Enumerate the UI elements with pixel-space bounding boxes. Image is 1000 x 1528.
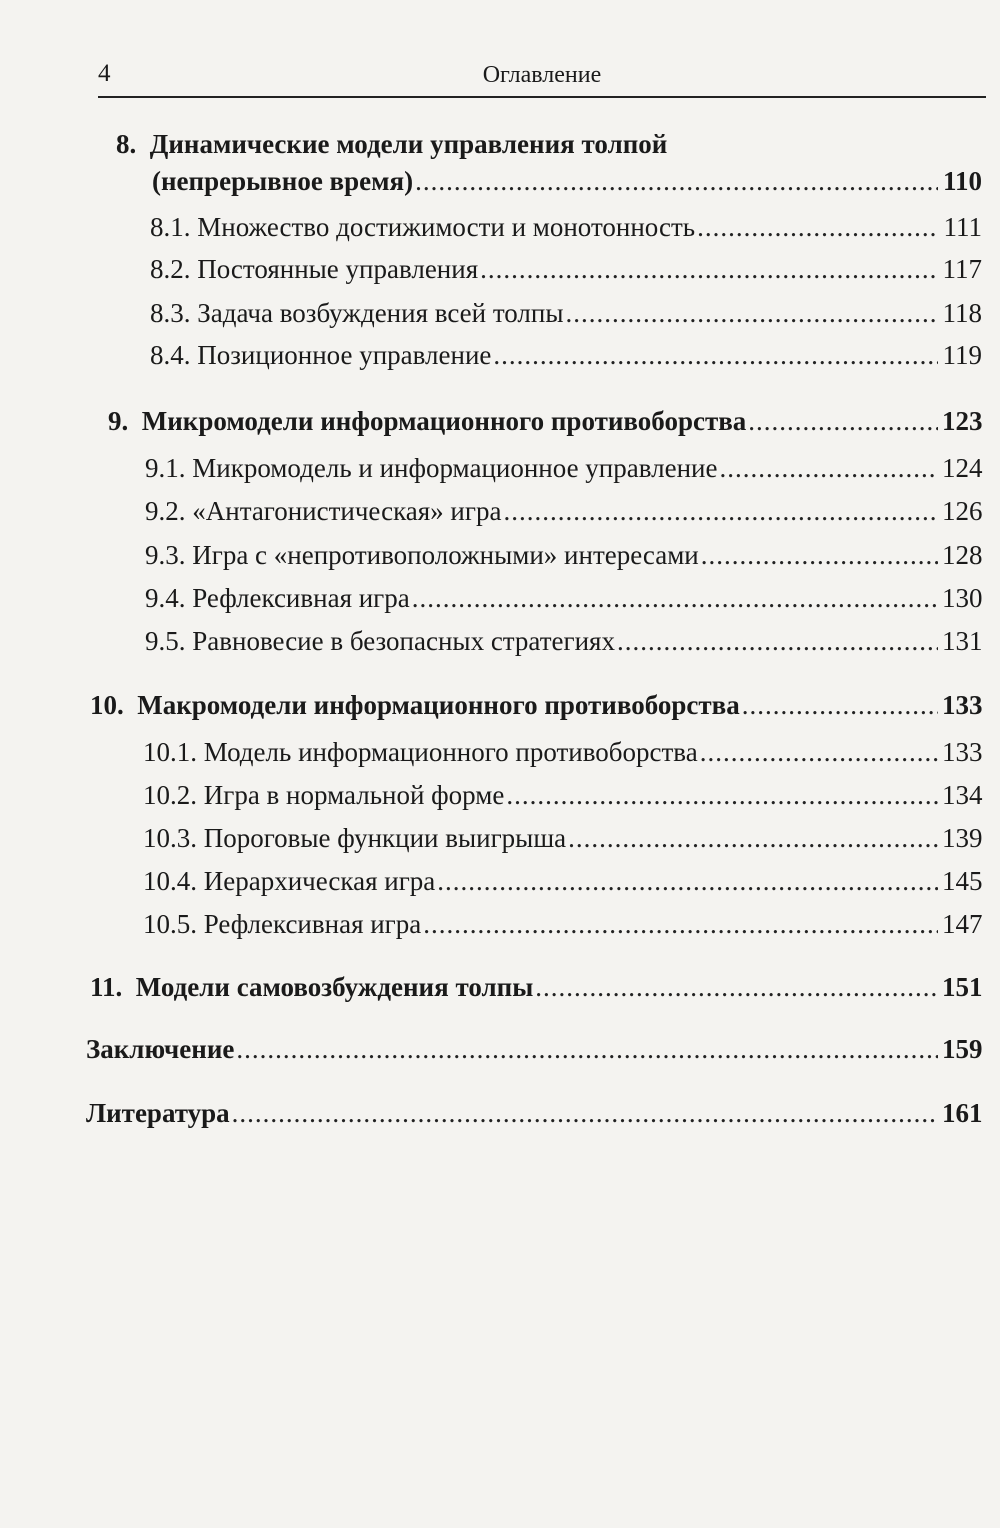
toc-entry-page: 126: [942, 496, 983, 526]
toc-entry-title: «Антагонистическая» игра: [192, 496, 502, 526]
leader-dots: [748, 404, 938, 438]
toc-entry-title: Рефлексивная игра: [203, 909, 422, 939]
toc-entry-title: Задача возбуждения всей толпы: [197, 298, 564, 328]
toc-entry-page: 110: [942, 166, 982, 196]
leader-dots: [506, 778, 938, 812]
toc-entry-page: 145: [942, 866, 983, 896]
toc-entry-page: 134: [942, 780, 983, 810]
toc-entry-title: Равновесие в безопасных стратегиях: [192, 626, 615, 656]
toc-entry-page: 117: [942, 254, 982, 284]
toc-entry-number: 8.3.: [150, 298, 191, 328]
toc-entry-number: 9.2.: [145, 496, 186, 526]
toc-entry-8-2[interactable]: [150, 252, 982, 286]
toc-entry-page: 139: [942, 823, 983, 853]
toc-entry-number: 8.4.: [150, 340, 191, 370]
leader-dots: [503, 494, 938, 528]
toc-entry-title: Позиционное управление: [197, 340, 492, 370]
toc-entry-8-1[interactable]: [150, 210, 982, 244]
toc-entry-title: Модель информационного противоборства: [203, 737, 698, 767]
toc-entry-title: (непрерывное время): [152, 166, 414, 196]
toc-entry-title: Рефлексивная игра: [192, 583, 410, 613]
toc-entry-page: 161: [942, 1098, 983, 1128]
toc-entry-title: Иерархическая игра: [203, 866, 436, 896]
leader-dots: [437, 864, 938, 898]
leader-dots: [493, 338, 938, 372]
toc-entry-page: 124: [942, 453, 983, 483]
leader-dots: [412, 581, 938, 615]
toc-entry-title: Макромодели информационного противоборства: [137, 690, 740, 720]
toc-entry-10-5[interactable]: [143, 907, 982, 941]
leader-dots: [742, 688, 938, 722]
toc-entry-page: 131: [942, 626, 983, 656]
toc-entry-chapter-9[interactable]: [108, 404, 982, 438]
toc-entry-title: Заключение: [86, 1034, 235, 1064]
toc-entry-page: 118: [942, 298, 982, 328]
toc-entry-page: 130: [942, 583, 983, 613]
leader-dots: [701, 538, 938, 572]
toc-entry-number: 9.5.: [145, 626, 186, 656]
leader-dots: [232, 1096, 938, 1130]
page-number: 4: [98, 60, 111, 87]
leader-dots: [565, 296, 938, 330]
toc-entry-number: 10.5.: [143, 909, 197, 939]
toc-entry-chapter-11[interactable]: [90, 970, 982, 1004]
toc-entry-title: Микромодель и информационное управление: [192, 453, 718, 483]
toc-entry-10-2[interactable]: [143, 778, 982, 812]
toc-entry-number: 8.: [116, 129, 137, 159]
toc-entry-references[interactable]: [86, 1096, 982, 1130]
toc-entry-10-3[interactable]: [143, 821, 982, 855]
toc-entry-number: 10.2.: [143, 780, 197, 810]
leader-dots: [568, 821, 938, 855]
toc-entry-page: 151: [942, 972, 983, 1002]
toc-entry-title: Игра в нормальной форме: [203, 780, 505, 810]
leader-dots: [719, 451, 938, 485]
leader-dots: [236, 1032, 938, 1066]
toc-entry-page: 133: [942, 737, 983, 767]
toc-entry-10-1[interactable]: [143, 735, 982, 769]
leader-dots: [415, 164, 938, 198]
toc-entry-title: Пороговые функции выигрыша: [203, 823, 567, 853]
toc-entry-page: 147: [942, 909, 983, 939]
toc-entry-page: 119: [942, 340, 982, 370]
toc-entry-page: 128: [942, 540, 983, 570]
toc-entry-title: Модели самовозбуждения толпы: [135, 972, 534, 1002]
toc-entry-title: Постоянные управления: [197, 254, 479, 284]
leader-dots: [617, 624, 938, 658]
toc-entry-chapter-8[interactable]: [152, 164, 982, 198]
running-header: [98, 58, 986, 98]
leader-dots: [423, 907, 938, 941]
toc-entry-9-2[interactable]: [145, 494, 982, 528]
toc-entry-number: 8.2.: [150, 254, 191, 284]
toc-entry-number: 10.: [90, 690, 124, 720]
toc-entry-number: 10.1.: [143, 737, 197, 767]
toc-entry-title: Микромодели информационного противоборства: [141, 406, 747, 436]
running-title: Оглавление: [482, 62, 602, 88]
toc-entry-9-1[interactable]: [145, 451, 982, 485]
toc-entry-chapter-10[interactable]: [90, 688, 982, 722]
toc-chapter-8-heading[interactable]: [116, 127, 667, 161]
toc-entry-10-4[interactable]: [143, 864, 982, 898]
toc-entry-page: 111: [943, 212, 982, 242]
toc-entry-number: 9.4.: [145, 583, 186, 613]
toc-entry-number: 10.4.: [143, 866, 197, 896]
toc-entry-title: Игра с «непротивоположными» интересами: [192, 540, 699, 570]
toc-entry-number: 10.3.: [143, 823, 197, 853]
toc-entry-number: 8.1.: [150, 212, 191, 242]
toc-entry-8-4[interactable]: [150, 338, 982, 372]
toc-entry-number: 9.: [108, 406, 129, 436]
toc-entry-title-line1: Динамические модели управления толпой: [149, 129, 668, 159]
leader-dots: [700, 735, 938, 769]
leader-dots: [535, 970, 938, 1004]
toc-entry-9-4[interactable]: [145, 581, 982, 615]
toc-entry-page: 159: [942, 1034, 983, 1064]
toc-entry-9-3[interactable]: [145, 538, 982, 572]
toc-entry-title: Литература: [86, 1098, 230, 1128]
toc-entry-number: 11.: [90, 972, 123, 1002]
toc-entry-page: 123: [942, 406, 983, 436]
toc-entry-conclusion[interactable]: [86, 1032, 982, 1066]
toc-entry-9-5[interactable]: [145, 624, 982, 658]
leader-dots: [697, 210, 938, 244]
toc-entry-number: 9.1.: [145, 453, 186, 483]
toc-entry-page: 133: [942, 690, 983, 720]
toc-entry-title: Множество достижимости и монотонность: [197, 212, 696, 242]
toc-entry-8-3[interactable]: [150, 296, 982, 330]
leader-dots: [480, 252, 938, 286]
toc-entry-number: 9.3.: [145, 540, 186, 570]
